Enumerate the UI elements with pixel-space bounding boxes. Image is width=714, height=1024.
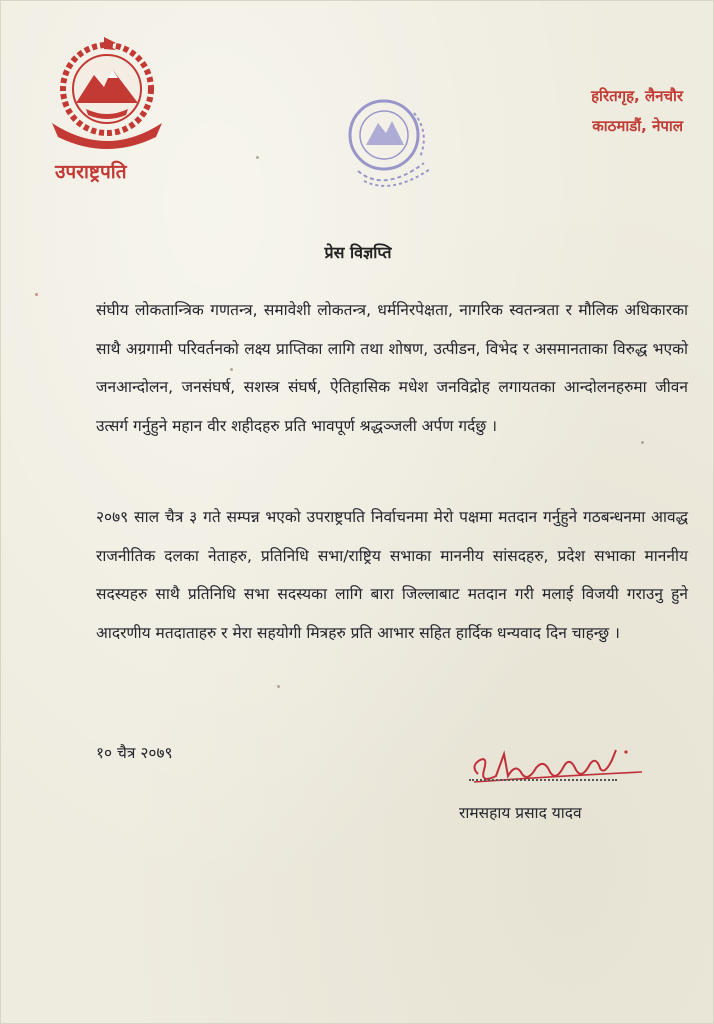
paragraph-tribute: संघीय लोकतान्त्रिक गणतन्त्र, समावेशी लोकतन्त्र, धर्मनिरपेक्षता, नागरिक स्वतन्त्रता र मौलिक अधिकारका साथै अग्रगामी परिवर्तनको लक्ष्य प्राप्तिका लागि तथा शोषण, उत्पीडन, विभेद र असमानताका विरुद्ध भएको जनआन्दोलन, जनसंघर्ष, सशस्त्र संघर्ष, ऐतिहासिक मधेश जनविद्रोह लगायतका आन्दोलनहरुमा जीवन उत्सर्ग गर्नुहुने महान वीर शहीदहरु प्रति भावपूर्ण श्रद्धञ्जली अर्पण गर्दछु । <box>96 301 688 435</box>
paragraph-thanks: २०७९ साल चैत्र ३ गते सम्पन्न भएको उपराष्ट्रपति निर्वाचनमा मेरो पक्षमा मतदान गर्नुहुने गठबन्धनमा आवद्ध राजनीतिक दलका नेताहरु, प्रतिनिधि सभा/राष्ट्रिय सभाका माननीय सांसदहरु, प्रदेश सभाका माननीय सदस्यहरु साथै प्रतिनिधि सभा सदस्यका लागि बारा जिल्लाबाट मतदान गरी मलाई विजयी गराउनु हुने आदरणीय मतदाताहरु र मेरा सहयोगी मित्रहरु प्रति आभार सहित हार्दिक धन्यवाद दिन चाहन्छु । <box>96 508 688 642</box>
paper-speck <box>256 156 259 159</box>
nepal-emblem-icon <box>46 31 168 149</box>
address-line: हरितगृह, लैनचौर <box>591 87 683 105</box>
office-seal-icon <box>344 93 440 193</box>
paper-speck <box>641 441 644 444</box>
paper-speck <box>35 293 38 296</box>
address-line: काठमाडौं, नेपाल <box>592 117 683 135</box>
paper-speck <box>230 368 233 371</box>
signature-icon <box>466 736 651 798</box>
signature-line <box>469 779 617 781</box>
office-title: उपराष्ट्रपति <box>55 161 127 183</box>
paper-speck <box>277 685 280 688</box>
signer-name: रामसहाय प्रसाद यादव <box>459 804 582 822</box>
document-date: १० चैत्र २०७९ <box>96 744 173 762</box>
document-title: प्रेस विज्ञप्ति <box>324 243 392 262</box>
address <box>591 81 683 141</box>
